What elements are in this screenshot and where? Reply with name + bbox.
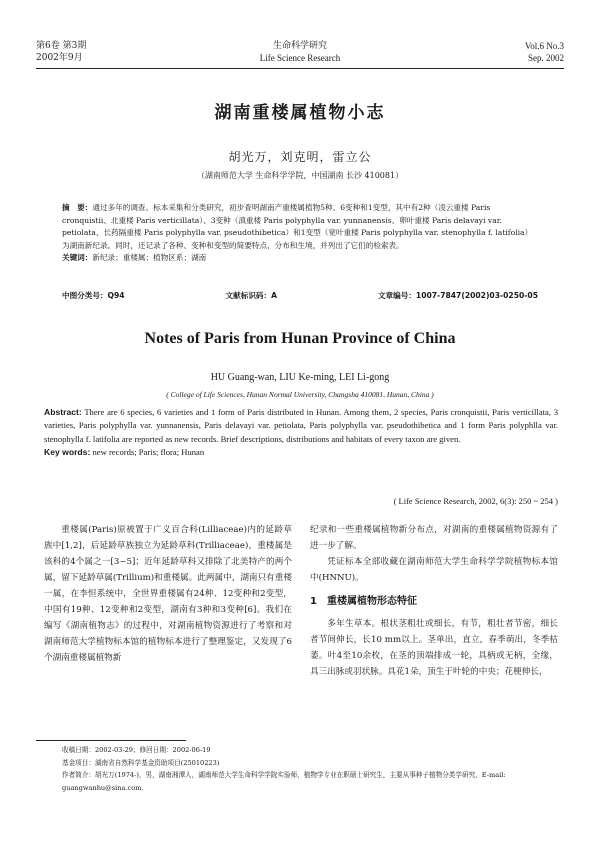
affiliation-en: ( College of Life Sciences, Hunan Normal University, Changsha 410081, Hunan, China ): [166, 390, 434, 399]
keywords-en-text: new records; Paris; flora; Hunan: [92, 447, 205, 458]
page-title-en: Notes of Paris from Hunan Province of China: [144, 330, 456, 347]
page-title-zh: 湖南重楼属植物小志: [214, 103, 386, 123]
abstract-en-text: There are 6 species, 6 varieties and 1 form of Paris distributed in Hunan. Among them, 2 species, Paris cronquistii, Paris verticillata, 3 varieties, Paris polyphylla var. yunnanensis, Paris delavayi var. petiolata, Paris polyphylla var. pseudothibetica and 1 form Paris polyphlla var. stenophylla f. latifolia are reported as new records. Brief descriptions, distributions and habitats of every taxon are given.: [44, 407, 558, 444]
document-code: 文献标识码：A: [225, 291, 277, 300]
classification-row: [62, 290, 538, 301]
article-number: 文章编号：1007-7847(2002)03-0250-05: [377, 291, 538, 300]
section-heading: 1 重楼属植物形态特征: [310, 596, 417, 607]
header-journal-issue: [36, 40, 86, 64]
clc-number: 中图分类号：Q94: [62, 291, 125, 300]
footnote-rule: [36, 740, 186, 741]
keywords-zh-label: 关键词：: [62, 253, 93, 262]
header-volume-issue: 第6卷 第3期: [36, 41, 87, 51]
header-journal-name: [200, 40, 400, 64]
affiliation-zh: （湖南师范大学 生命科学学院，中国湖南 长沙 410081）: [196, 171, 404, 180]
abstract-zh-text: 通过多年的调查、标本采集和分类研究，初步查明湖南产重楼属植物5种、6变种和1变型，其中有2种（凌云重楼 Paris cronquistii、北重楼 Paris verticillata）、3变种（滇重楼 Paris polyphylla var. yunnanensis、卵叶重楼 Paris delavayi var. petiolata、长药隔重楼 Paris polyphylla var. pseudothibetica）和1变型（宽叶重楼 Paris polyphylla var. stenophylla f. latifolia）为湖南新纪录。同时，还记录了各种、变种和变型的简要特点、分布和生境，并列出了它们的检索表。: [62, 203, 533, 250]
header-journal-name-zh: 生命科学研究: [272, 41, 327, 51]
header-date-zh: 2002年9月: [36, 53, 83, 63]
header-rule: [36, 68, 564, 69]
citation: ( Life Science Research, 2002, 6(3): 250 ~ 254 ): [393, 496, 558, 506]
authors-zh: 胡光万，刘克明，雷立公: [228, 150, 372, 164]
body-paragraph: 重楼属(Paris)原被置于广义百合科(Lilliaceae)内的延龄草族中[1,2]，后延龄草族独立为延龄草科(Trilliaceae)，重楼属是该科的4个属之一[3~5]；近年延龄草科又排除了北美特产的两个属，留下延龄草属(Trillium)和重楼属。此两属中，湖南只有重楼一属，在李恒系统中，全世界重楼属有24种、12变种和2变型，中国有19种、12变种和2变型，湖南有3种和3变种[6]。我们在编写《湖南植物志》的过程中，对湖南植物资源进行了考察和对湖南师范大学植物标本馆的植物标本进行了整理鉴定，又发现了6个湖南重楼属植物新: [44, 525, 292, 663]
header-date-en: Sep. 2002: [528, 53, 564, 63]
header-journal-name-en: Life Science Research: [259, 53, 341, 63]
body-paragraph: 凭证标本全部收藏在湖南师范大学生命科学学院植物标本馆中(HNNU)。: [310, 557, 558, 583]
footnotes: [62, 744, 552, 794]
footnote-author-bio: 作者简介：胡光万(1974-)，男，湖南湘潭人，湖南师范大学生命科学学院实验师，植物学专业在职硕士研究生，主要从事种子植物分类学研究，E-mail: guangwanhu@sina.com.: [62, 771, 506, 792]
keywords-en-label: Key words:: [44, 447, 91, 458]
body-paragraph: 纪录和一些重楼属植物新分布点，对湖南的重楼属植物资源有了进一步了解。: [310, 525, 558, 551]
header-volume-en: [525, 40, 564, 64]
authors-en: HU Guang-wan, LIU Ke-ming, LEI Li-gong: [210, 372, 390, 383]
abstract-zh: [62, 202, 538, 265]
abstract-en-label: Abstract:: [44, 407, 82, 417]
footnote-fund: 基金项目：湖南省自然科学基金资助项目(25010223): [62, 758, 220, 767]
abstract-zh-label: 摘 要：: [62, 203, 93, 212]
footnote-received: 收稿日期：2002-03-29；修回日期：2002-06-19: [62, 746, 211, 754]
body-paragraph: 多年生草本。根状茎粗壮或细长，有节，粗壮者节密，细长者节间伸长，长10 mm以上。茎单出，直立，春季萌出，冬季枯萎。叶4至10余枚，在茎的顶端排成一轮，具柄或无柄，全缘，具三出脉或羽状脉。具花1朵，顶生于叶轮的中央；花梗伸长，: [310, 619, 558, 677]
body-column-right: [310, 522, 558, 680]
header-vol-no: Vol.6 No.3: [524, 41, 564, 51]
abstract-en: [44, 406, 558, 460]
keywords-zh-text: 新纪录；重楼属；植物区系；湖南: [92, 253, 207, 262]
body-column-left: [44, 522, 292, 666]
